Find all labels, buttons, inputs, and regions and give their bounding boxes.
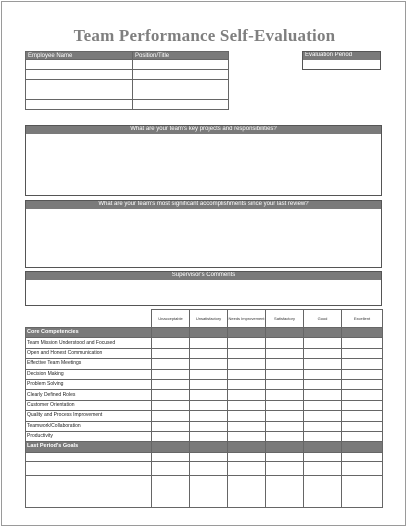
- employee-name-header: Employee Name: [26, 52, 133, 60]
- rating-cell[interactable]: [228, 400, 266, 410]
- projects-section: [25, 125, 382, 196]
- competency-header-blank: [26, 310, 152, 328]
- rating-cell[interactable]: [190, 390, 228, 400]
- rating-cell[interactable]: [266, 421, 304, 431]
- position-title-field[interactable]: [133, 60, 229, 70]
- table-row: [26, 421, 383, 431]
- employee-name-field[interactable]: [26, 100, 133, 110]
- rating-cell[interactable]: [190, 369, 228, 379]
- competency-label: Clearly Defined Roles: [26, 390, 152, 400]
- rating-cell[interactable]: [266, 411, 304, 421]
- rating-cell[interactable]: [342, 338, 383, 348]
- rating-cell[interactable]: [228, 338, 266, 348]
- rating-cell[interactable]: [304, 461, 342, 475]
- goal-field[interactable]: [26, 452, 152, 461]
- rating-cell[interactable]: [342, 359, 383, 369]
- rating-cell[interactable]: [266, 452, 304, 461]
- rating-cell[interactable]: [190, 475, 228, 507]
- rating-cell[interactable]: [190, 452, 228, 461]
- rating-cell[interactable]: [304, 452, 342, 461]
- accomplishments-textarea[interactable]: [26, 209, 381, 267]
- rating-header: Good: [304, 310, 342, 328]
- rating-cell[interactable]: [152, 338, 190, 348]
- position-title-field[interactable]: [133, 100, 229, 110]
- rating-cell[interactable]: [152, 359, 190, 369]
- rating-cell[interactable]: [152, 411, 190, 421]
- competency-label: Customer Orientation: [26, 400, 152, 410]
- rating-cell[interactable]: [304, 411, 342, 421]
- rating-cell[interactable]: [190, 421, 228, 431]
- rating-cell[interactable]: [190, 359, 228, 369]
- rating-header: Unsatisfactory: [190, 310, 228, 328]
- rating-cell[interactable]: [190, 411, 228, 421]
- goal-row: [26, 452, 383, 461]
- table-row: [26, 431, 383, 441]
- rating-cell[interactable]: [190, 400, 228, 410]
- rating-cell[interactable]: [342, 475, 383, 507]
- accomplishments-section: [25, 200, 382, 268]
- rating-cell[interactable]: [266, 431, 304, 441]
- rating-cell[interactable]: [152, 461, 190, 475]
- rating-cell[interactable]: [228, 369, 266, 379]
- projects-header: What are your team's key projects and responsibilities?: [26, 126, 381, 134]
- rating-cell[interactable]: [152, 431, 190, 441]
- rating-cell[interactable]: [342, 411, 383, 421]
- rating-cell[interactable]: [190, 461, 228, 475]
- supervisor-section: [25, 271, 382, 306]
- rating-cell[interactable]: [228, 390, 266, 400]
- rating-cell[interactable]: [304, 338, 342, 348]
- evaluation-period-field[interactable]: [303, 60, 380, 69]
- rating-header: Unacceptable: [152, 310, 190, 328]
- rating-cell[interactable]: [266, 369, 304, 379]
- rating-cell[interactable]: [304, 431, 342, 441]
- rating-cell[interactable]: [342, 452, 383, 461]
- projects-textarea[interactable]: [26, 134, 381, 195]
- rating-cell[interactable]: [190, 431, 228, 441]
- employee-name-field[interactable]: [26, 60, 133, 70]
- rating-cell[interactable]: [152, 475, 190, 507]
- rating-cell[interactable]: [304, 475, 342, 507]
- rating-cell[interactable]: [342, 421, 383, 431]
- rating-cell[interactable]: [228, 359, 266, 369]
- rating-cell[interactable]: [304, 421, 342, 431]
- rating-cell[interactable]: [190, 379, 228, 389]
- position-title-field[interactable]: [133, 80, 229, 100]
- table-row: [26, 359, 383, 369]
- rating-cell[interactable]: [266, 390, 304, 400]
- rating-cell[interactable]: [342, 390, 383, 400]
- supervisor-textarea[interactable]: [26, 280, 381, 305]
- rating-cell[interactable]: [190, 348, 228, 358]
- rating-cell[interactable]: [228, 379, 266, 389]
- rating-cell[interactable]: [304, 369, 342, 379]
- rating-cell[interactable]: [304, 359, 342, 369]
- rating-cell[interactable]: [228, 348, 266, 358]
- goal-row: [26, 475, 383, 507]
- employee-table: [25, 51, 229, 110]
- rating-cell[interactable]: [266, 475, 304, 507]
- competency-label: Team Mission Understood and Focused: [26, 338, 152, 348]
- goal-field[interactable]: [26, 461, 152, 475]
- employee-name-field[interactable]: [26, 70, 133, 80]
- rating-cell[interactable]: [228, 475, 266, 507]
- rating-cell[interactable]: [266, 338, 304, 348]
- rating-cell[interactable]: [152, 400, 190, 410]
- competency-label: Productivity: [26, 431, 152, 441]
- competency-label: Open and Honest Communication: [26, 348, 152, 358]
- rating-cell[interactable]: [304, 348, 342, 358]
- rating-cell[interactable]: [304, 379, 342, 389]
- rating-cell[interactable]: [342, 348, 383, 358]
- accomplishments-header: What are your team's most significant accomplishments since your last review?: [26, 201, 381, 209]
- rating-cell[interactable]: [266, 400, 304, 410]
- rating-cell[interactable]: [342, 461, 383, 475]
- employee-name-field[interactable]: [26, 80, 133, 100]
- rating-cell[interactable]: [342, 431, 383, 441]
- rating-cell[interactable]: [228, 431, 266, 441]
- rating-cell[interactable]: [152, 379, 190, 389]
- evaluation-period-box: [302, 51, 381, 70]
- rating-cell[interactable]: [152, 390, 190, 400]
- rating-header: Satisfactory: [266, 310, 304, 328]
- position-title-header: Position/Title: [133, 52, 229, 60]
- table-row: [26, 348, 383, 358]
- rating-header: Excellent: [342, 310, 383, 328]
- rating-header: Needs Improvement: [228, 310, 266, 328]
- rating-cell[interactable]: [266, 359, 304, 369]
- goals-label: Last Period's Goals: [26, 442, 152, 452]
- goal-row: [26, 461, 383, 475]
- table-row: [26, 338, 383, 348]
- rating-cell[interactable]: [228, 452, 266, 461]
- rating-cell[interactable]: [228, 461, 266, 475]
- supervisor-header: Supervisor's Comments: [26, 272, 381, 280]
- rating-cell[interactable]: [152, 421, 190, 431]
- rating-cell[interactable]: [228, 421, 266, 431]
- competency-table: [25, 309, 383, 508]
- page-title: Team Performance Self-Evaluation: [73, 26, 336, 45]
- rating-cell[interactable]: [228, 411, 266, 421]
- rating-cell[interactable]: [190, 338, 228, 348]
- table-row: [26, 379, 383, 389]
- rating-cell[interactable]: [266, 379, 304, 389]
- table-row: [26, 400, 383, 410]
- rating-cell[interactable]: [266, 461, 304, 475]
- competency-label: Teamwork/Collaboration: [26, 421, 152, 431]
- table-row: [26, 411, 383, 421]
- evaluation-period-label: Evaluation Period: [303, 52, 380, 60]
- rating-cell[interactable]: [342, 369, 383, 379]
- goal-field[interactable]: [26, 475, 152, 507]
- competency-label: Problem Solving: [26, 379, 152, 389]
- rating-cell[interactable]: [152, 348, 190, 358]
- table-row: [26, 390, 383, 400]
- table-row: [26, 369, 383, 379]
- rating-cell[interactable]: [304, 400, 342, 410]
- competency-label: Effective Team Meetings: [26, 359, 152, 369]
- rating-cell[interactable]: [342, 379, 383, 389]
- competency-label: Decision Making: [26, 369, 152, 379]
- evaluation-form: [1, 1, 406, 526]
- rating-cell[interactable]: [152, 452, 190, 461]
- position-title-field[interactable]: [133, 70, 229, 80]
- rating-cell[interactable]: [342, 400, 383, 410]
- core-competencies-label: Core Competencies: [26, 328, 152, 338]
- rating-cell[interactable]: [152, 369, 190, 379]
- rating-cell[interactable]: [304, 390, 342, 400]
- rating-cell[interactable]: [266, 348, 304, 358]
- competency-label: Quality and Process Improvement: [26, 411, 152, 421]
